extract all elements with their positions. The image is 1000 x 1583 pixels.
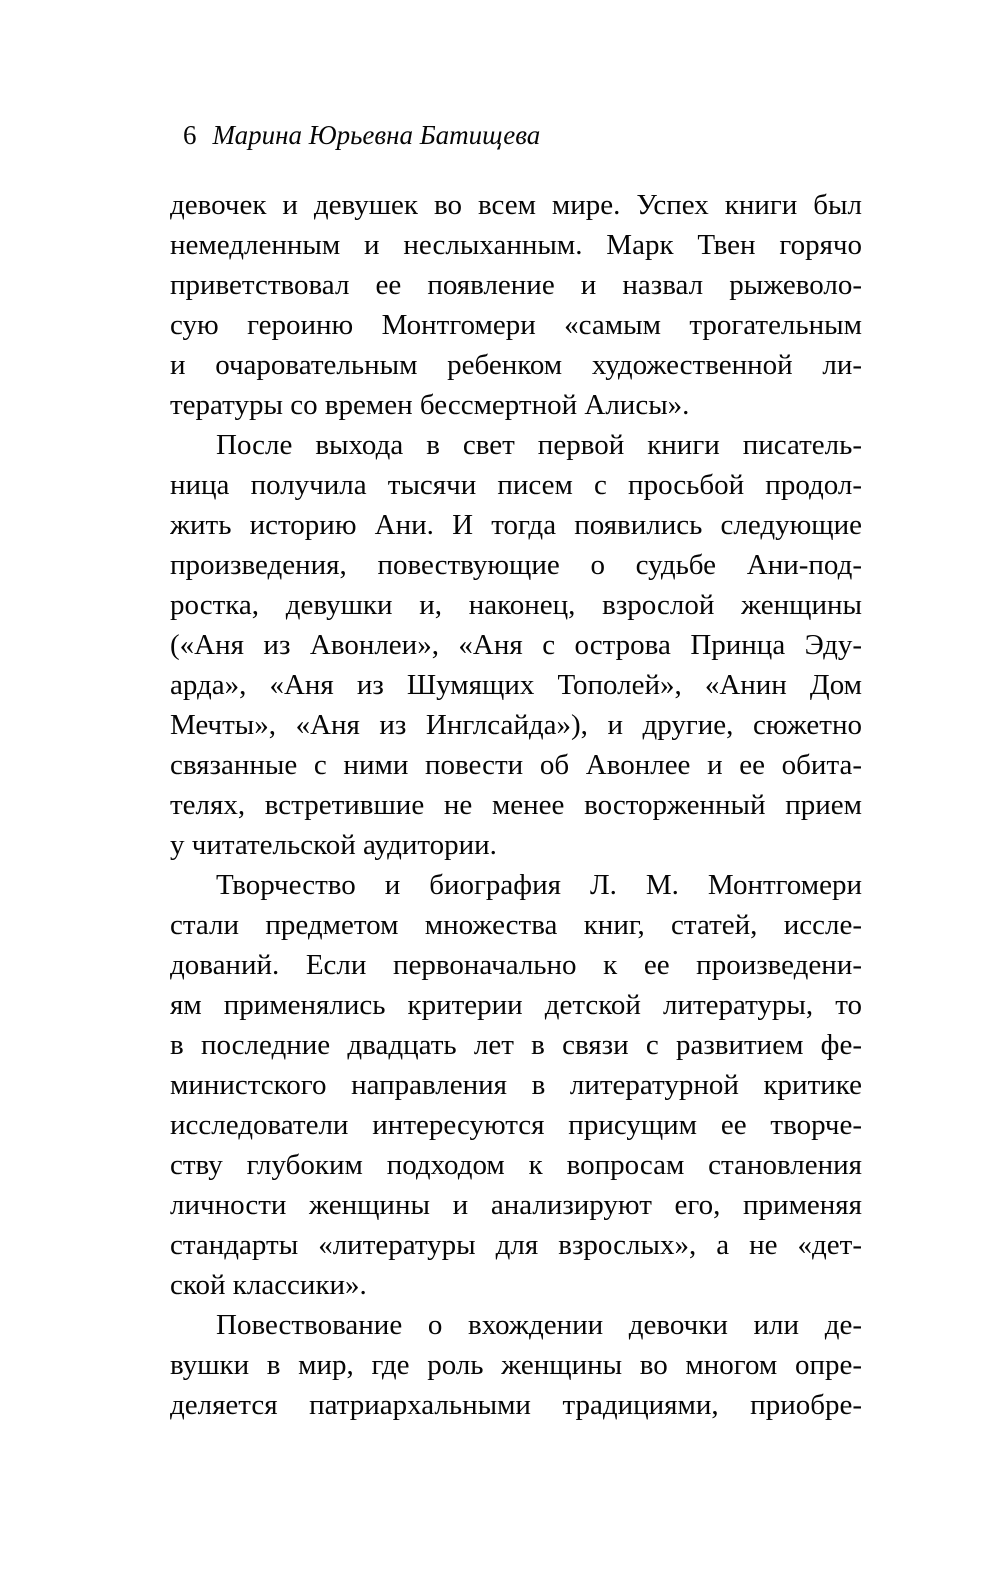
text-line: личности женщины и анализируют его, применяя xyxy=(170,1189,862,1221)
text-line: телях, встретившие не менее восторженный прием xyxy=(170,789,862,821)
text-line: деляется патриархальными традициями, приобре- xyxy=(170,1389,862,1421)
text-line: После выхода в свет первой книги писатель- xyxy=(216,429,862,461)
text-line: девочек и девушек во всем мире. Успех книги был xyxy=(170,189,862,221)
text-line: Творчество и биография Л. М. Монтгомери xyxy=(216,869,862,901)
paragraph xyxy=(170,425,862,865)
page-header xyxy=(183,120,540,150)
running-title: Марина Юрьевна Батищева xyxy=(212,120,541,150)
text-line: у читательской аудитории. xyxy=(170,829,497,861)
text-line: стандарты «литературы для взрослых», а не «дет- xyxy=(170,1229,862,1261)
text-line: исследователи интересуются присущим ее творче- xyxy=(170,1109,862,1141)
paragraph xyxy=(170,185,862,425)
text-line: ница получила тысячи писем с просьбой продол- xyxy=(170,469,862,501)
text-line: связанные с ними повести об Авонлее и ее обита- xyxy=(170,749,862,781)
paragraph xyxy=(170,865,862,1305)
text-line: стали предметом множества книг, статей, иссле- xyxy=(170,909,862,941)
text-line: сую героиню Монтгомери «самым трогательным xyxy=(170,309,862,341)
text-line: Мечты», «Аня из Инглсайда»), и другие, сюжетно xyxy=(170,709,862,741)
text-line: жить историю Ани. И тогда появились следующие xyxy=(170,509,862,541)
paragraph xyxy=(170,1305,862,1425)
text-line: ской классики». xyxy=(170,1269,367,1301)
text-line: Повествование о вхождении девочки или де- xyxy=(216,1309,862,1341)
text-line: ству глубоким подходом к вопросам становления xyxy=(170,1149,862,1181)
text-line: министского направления в литературной критике xyxy=(170,1069,862,1101)
text-line: арда», «Аня из Шумящих Тополей», «Анин Дом xyxy=(170,669,862,701)
text-line: и очаровательным ребенком художественной ли- xyxy=(170,349,862,381)
text-line: произведения, повествующие о судьбе Ани-под- xyxy=(170,549,862,581)
text-line: немедленным и неслыханным. Марк Твен горячо xyxy=(170,229,862,261)
text-line: тературы со времен бессмертной Алисы». xyxy=(170,389,690,421)
body-text xyxy=(170,185,862,1425)
text-line: приветствовал ее появление и назвал рыжеволо- xyxy=(170,269,862,301)
text-line: («Аня из Авонлеи», «Аня с острова Принца Эду- xyxy=(170,629,862,661)
text-line: вушки в мир, где роль женщины во многом опре- xyxy=(170,1349,862,1381)
text-line: в последние двадцать лет в связи с развитием фе- xyxy=(170,1029,862,1061)
page-number: 6 xyxy=(183,120,197,150)
text-line: ям применялись критерии детской литературы, то xyxy=(170,989,862,1021)
text-line: ростка, девушки и, наконец, взрослой женщины xyxy=(170,589,862,621)
text-line: дований. Если первоначально к ее произведени- xyxy=(170,949,862,981)
